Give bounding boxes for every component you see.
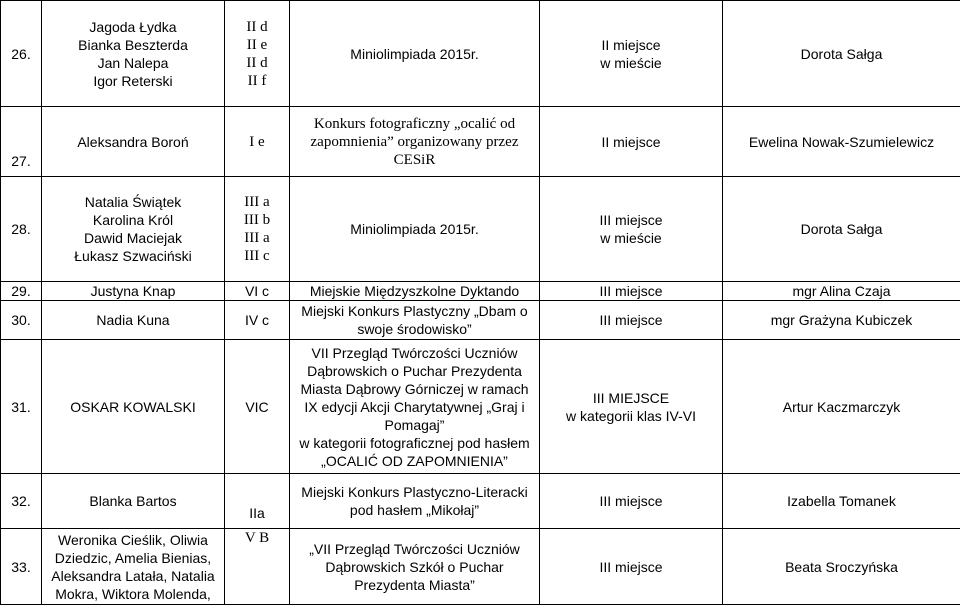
row-number: 28. <box>1 177 42 282</box>
table-row <box>1 340 960 474</box>
teacher-name: Artur Kaczmarczyk <box>723 340 960 474</box>
table-row <box>1 107 960 177</box>
table-row <box>1 529 960 605</box>
place-result: III miejsce w mieście <box>540 177 723 282</box>
student-names: OSKAR KOWALSKI <box>42 340 225 474</box>
teacher-name: mgr Alina Czaja <box>723 282 960 301</box>
competition-name: Miejski Konkurs Plastyczny „Dbam o swoje środowisko” <box>290 301 540 340</box>
class-label: I e <box>225 107 290 177</box>
student-names: Natalia Świątek Karolina Król Dawid Maciejak Łukasz Szwaciński <box>42 177 225 282</box>
table-row <box>1 1 960 107</box>
class-label: II d II e II d II f <box>225 1 290 107</box>
place-result: III miejsce <box>540 301 723 340</box>
class-label: VI c <box>225 282 290 301</box>
class-label: IV c <box>225 301 290 340</box>
student-names: Weronika Cieślik, Oliwia Dziedzic, Amelia Bienias, Aleksandra Latała, Natalia Mokra, Wiktora Molenda, <box>42 529 225 605</box>
competition-name: Miejski Konkurs Plastyczno-Literacki pod hasłem „Mikołaj” <box>290 474 540 529</box>
teacher-name: Dorota Sałga <box>723 177 960 282</box>
class-label: V B <box>225 529 290 605</box>
class-label: III a III b III a III c <box>225 177 290 282</box>
teacher-name: mgr Grażyna Kubiczek <box>723 301 960 340</box>
competition-name: Miejskie Międzyszkolne Dyktando <box>290 282 540 301</box>
class-label: VIC <box>225 340 290 474</box>
competition-name: „VII Przegląd Twórczości Uczniów Dąbrowskich Szkół o Puchar Prezydenta Miasta” <box>290 529 540 605</box>
student-names: Justyna Knap <box>42 282 225 301</box>
student-names: Nadia Kuna <box>42 301 225 340</box>
row-number: 32. <box>1 474 42 529</box>
row-number: 26. <box>1 1 42 107</box>
place-result: III miejsce <box>540 282 723 301</box>
competition-name: VII Przegląd Twórczości Uczniów Dąbrowskich o Puchar Prezydenta Miasta Dąbrowy Górniczej w ramach IX edycji Akcji Charytatywnej „Graj i Pomagaj” w kategorii fotograficznej pod hasłem „OCALIĆ OD ZAPOMNIENIA” <box>290 340 540 474</box>
teacher-name: Izabella Tomanek <box>723 474 960 529</box>
student-names: Blanka Bartos <box>42 474 225 529</box>
table-row <box>1 282 960 301</box>
student-names: Jagoda Łydka Bianka Beszterda Jan Nalepa Igor Reterski <box>42 1 225 107</box>
table-row <box>1 177 960 282</box>
class-label: IIa <box>225 474 290 529</box>
teacher-name: Dorota Sałga <box>723 1 960 107</box>
row-number: 33. <box>1 529 42 605</box>
place-result: II miejsce w mieście <box>540 1 723 107</box>
place-result: III miejsce <box>540 474 723 529</box>
competition-name: Miniolimpiada 2015r. <box>290 1 540 107</box>
row-number: 29. <box>1 282 42 301</box>
competition-name: Konkurs fotograficzny „ocalić od zapomnienia” organizowany przez CESiR <box>290 107 540 177</box>
place-result: III MIEJSCE w kategorii klas IV-VI <box>540 340 723 474</box>
table-row <box>1 474 960 529</box>
student-names: Aleksandra Boroń <box>42 107 225 177</box>
competition-name: Miniolimpiada 2015r. <box>290 177 540 282</box>
teacher-name: Ewelina Nowak-Szumielewicz <box>723 107 960 177</box>
table-row <box>1 301 960 340</box>
place-result: III miejsce <box>540 529 723 605</box>
teacher-name: Beata Sroczyńska <box>723 529 960 605</box>
row-number: 31. <box>1 340 42 474</box>
row-number: 30. <box>1 301 42 340</box>
place-result: II miejsce <box>540 107 723 177</box>
row-number: 27. <box>1 107 42 177</box>
